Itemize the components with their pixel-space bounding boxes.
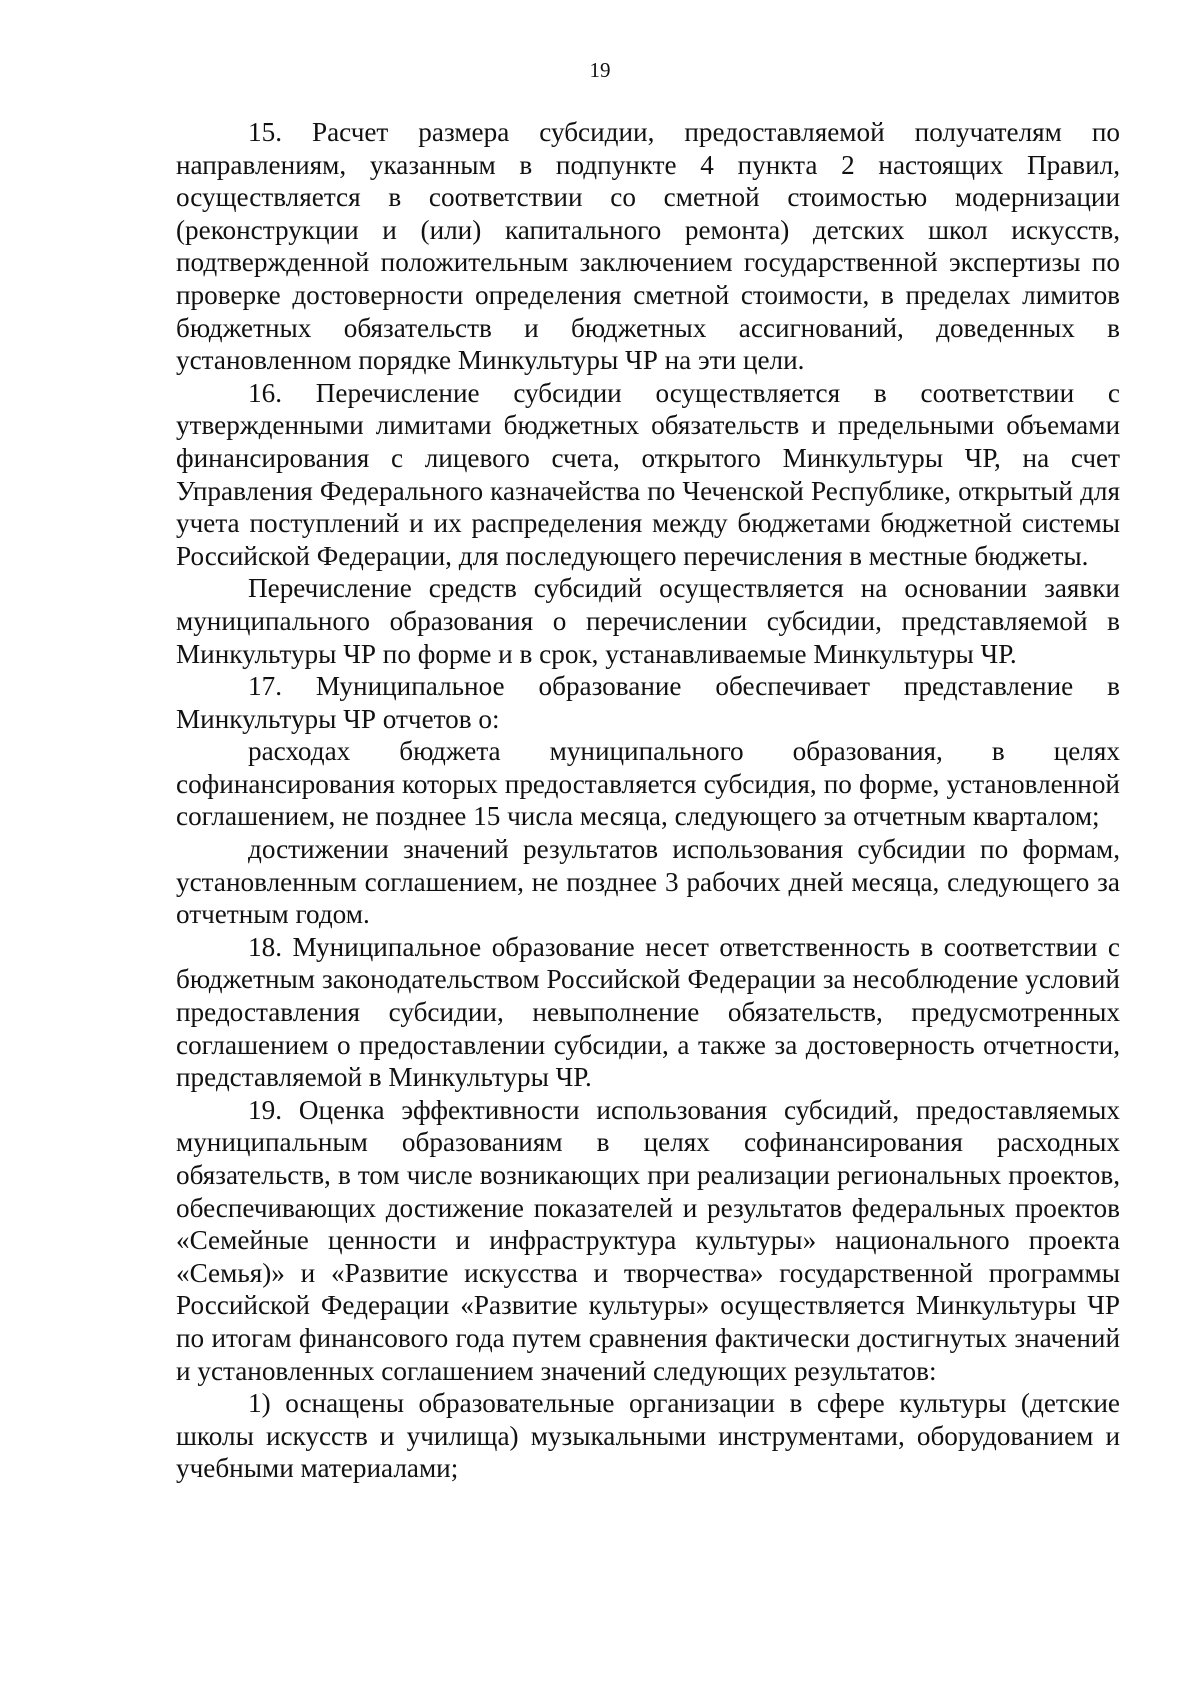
document-body <box>176 116 1120 1485</box>
paragraph-17-results: достижении значений результатов использования субсидии по формам, установленным соглашением, не позднее 3 рабочих дней месяца, следующего за отчетным годом. <box>176 834 1120 930</box>
paragraph-18: 18. Муниципальное образование несет ответственность в соответствии с бюджетным законодательством Российской Федерации за несоблюдение условий предоставления субсидии, невыполнение обязательств, предусмотренных соглашением о предоставлении субсидии, а также за достоверность отчетности, представляемой в Минкультуры ЧР. <box>176 931 1120 1093</box>
paragraph-19-item-1: 1) оснащены образовательные организации в сфере культуры (детские школы искусств и училища) музыкальными инструментами, оборудованием и учебными материалами; <box>176 1388 1120 1484</box>
page-number: 19 <box>589 58 611 82</box>
paragraph-17-expenses: расходах бюджета муниципального образования, в целях софинансирования которых предоставляется субсидия, по форме, установленной соглашением, не позднее 15 числа месяца, следующего за отчетным кварталом; <box>176 736 1120 832</box>
paragraph-16: 16. Перечисление субсидии осуществляется в соответствии с утвержденными лимитами бюджетных обязательств и предельными объемами финансирования с лицевого счета, открытого Минкультуры ЧР, на счет Управления Федерального казначейства по Чеченской Республике, открытый для учета поступлений и их распределения между бюджетами бюджетной системы Российской Федерации, для последующего перечисления в местные бюджеты. <box>176 377 1120 571</box>
paragraph-19: 19. Оценка эффективности использования субсидий, предоставляемых муниципальным образованиям в целях софинансирования расходных обязательств, в том числе возникающих при реализации региональных проектов, обеспечивающих достижение показателей и результатов федеральных проектов «Семейные ценности и инфраструктура культуры» национального проекта «Семья)» и «Развитие искусства и творчества» государственной программы Российской Федерации «Развитие культуры» осуществляется Минкультуры ЧР по итогам финансового года путем сравнения фактически достигнутых значений и установленных соглашением значений следующих результатов: <box>176 1094 1120 1386</box>
paragraph-17: 17. Муниципальное образование обеспечивает представление в Минкультуры ЧР отчетов о: <box>176 671 1120 734</box>
paragraph-16-transfer: Перечисление средств субсидий осуществляется на основании заявки муниципального образования о перечислении субсидии, представляемой в Минкультуры ЧР по форме и в срок, устанавливаемые Минкультуры ЧР. <box>176 573 1120 669</box>
paragraph-15: 15. Расчет размера субсидии, предоставляемой получателям по направлениям, указанным в подпункте 4 пункта 2 настоящих Правил, осуществляется в соответствии со сметной стоимостью модернизации (реконструкции и (или) капитального ремонта) детских школ искусств, подтвержденной положительным заключением государственной экспертизы по проверке достоверности определения сметной стоимости, в пределах лимитов бюджетных обязательств и бюджетных ассигнований, доведенных в установленном порядке Минкультуры ЧР на эти цели. <box>176 117 1120 376</box>
